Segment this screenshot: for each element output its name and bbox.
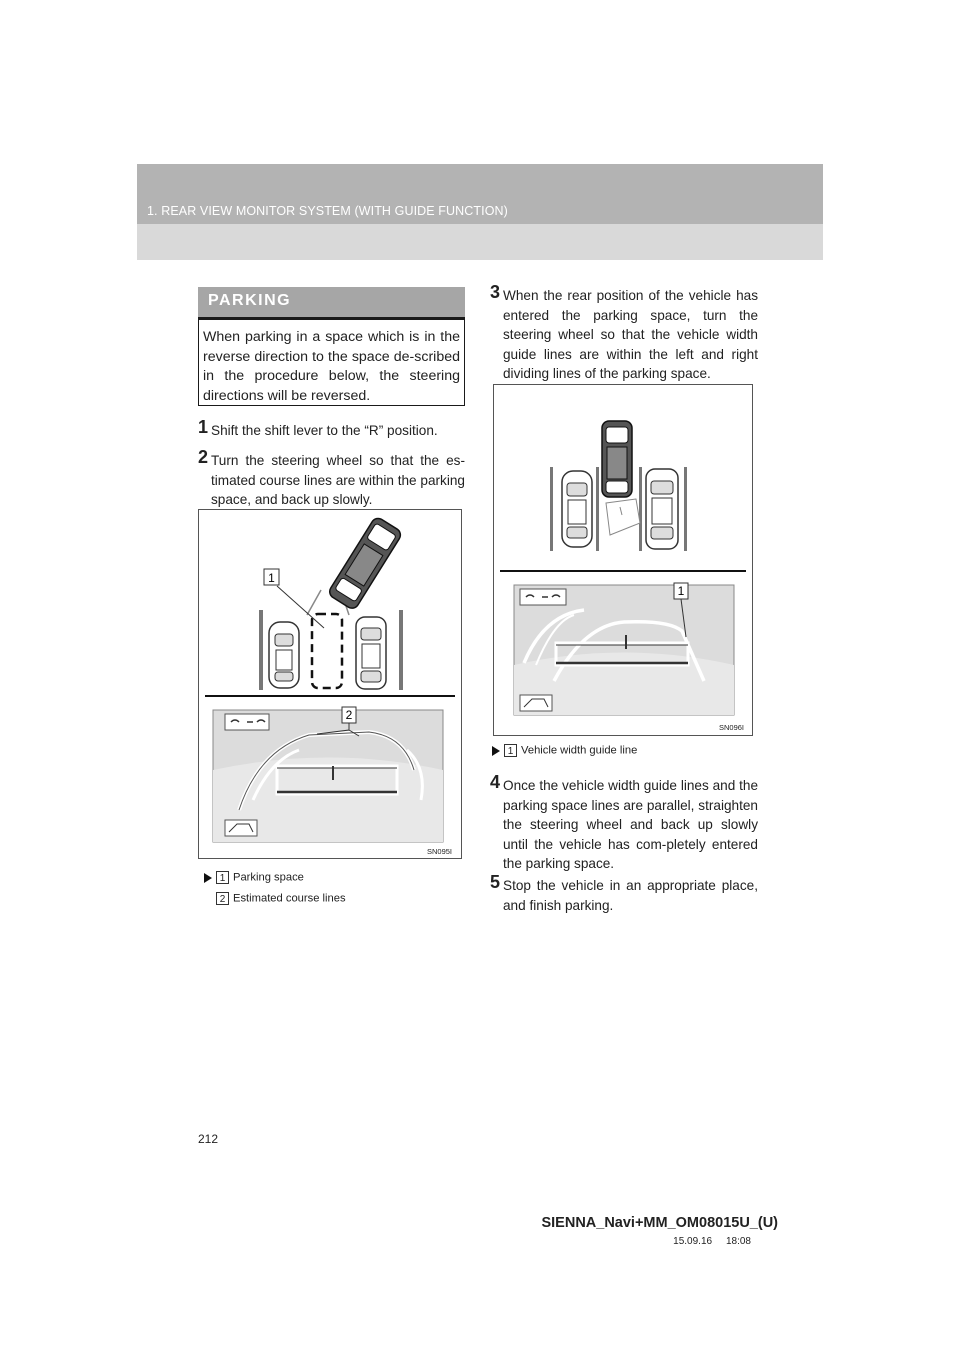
parking-guide-icon xyxy=(225,820,257,836)
document-id: SIENNA_Navi+MM_OM08015U_(U) xyxy=(541,1215,778,1231)
parked-car-left-icon xyxy=(269,622,299,688)
page-header xyxy=(137,164,823,260)
step-3 xyxy=(490,282,758,384)
legend-number: 1 xyxy=(504,744,517,757)
figure-parking-space xyxy=(198,509,462,859)
camera-screen-view xyxy=(213,707,443,842)
step-text: Stop the vehicle in an appropriate place, and finish parking. xyxy=(503,878,758,913)
figure1-legend-1 xyxy=(204,871,304,884)
step-5 xyxy=(490,872,758,915)
parking-section-box xyxy=(198,287,465,409)
parked-car-right-icon xyxy=(646,469,678,549)
step-text: Turn the steering wheel so that the es-timated course lines are within the parking space, and back up slowly. xyxy=(211,453,465,507)
step-number: 3 xyxy=(490,282,501,302)
step-2 xyxy=(198,447,465,510)
reversing-vehicle-icon xyxy=(602,421,632,497)
lane-line-left xyxy=(259,610,263,690)
step-4 xyxy=(490,772,758,874)
legend-label: Parking space xyxy=(233,871,304,884)
parking-title-bar xyxy=(198,287,465,320)
bullet-triangle-icon xyxy=(204,873,212,883)
camera-screen-view xyxy=(514,583,734,715)
step-text: When the rear position of the vehicle has entered the parking space, turn the steering wheel so that the vehicle width guide lines are within the left and right dividing lines of the parking space. xyxy=(503,288,758,381)
parking-illustration-2 xyxy=(494,385,752,735)
section-title: 1. REAR VIEW MONITOR SYSTEM (WITH GUIDE FUNCTION) xyxy=(147,204,508,218)
step-number: 4 xyxy=(490,772,501,792)
legend-label: Estimated course lines xyxy=(233,892,346,905)
figure1-legend-2 xyxy=(216,892,346,905)
figure-code: SN095I xyxy=(427,847,453,856)
legend-number: 2 xyxy=(216,892,229,905)
step-number: 5 xyxy=(490,872,501,892)
bullet-triangle-icon xyxy=(492,746,500,756)
parked-car-left-icon xyxy=(562,471,592,547)
parked-car-right-icon xyxy=(356,617,386,689)
legend-number: 1 xyxy=(216,871,229,884)
parking-illustration xyxy=(199,510,461,858)
callout-1-label: 1 xyxy=(268,571,275,585)
legend-label: Vehicle width guide line xyxy=(521,744,638,757)
page-number: 212 xyxy=(198,1132,219,1146)
callout-1-label: 1 xyxy=(677,584,685,598)
parking-note: When parking in a space which is in the reverse direction to the space de-scribed in the procedure below, the steering directions will be reversed. xyxy=(198,320,465,406)
lane-line-right xyxy=(399,610,403,690)
callout-2-label: 2 xyxy=(345,708,353,722)
parking-guide-icon xyxy=(520,695,552,711)
figure-code: SN096I xyxy=(719,723,745,732)
parking-title: PARKING xyxy=(208,292,292,309)
figure2-legend-1 xyxy=(492,744,637,757)
step-1 xyxy=(198,417,465,441)
reversing-vehicle-icon xyxy=(327,516,403,611)
step-text: Once the vehicle width guide lines and the parking space lines are parallel, straighten the steering wheel and back up slowly until the vehicle has com-pletely entered the parking space. xyxy=(503,778,758,871)
print-timestamp: 15.09.16 18:08 xyxy=(673,1236,751,1247)
step-number: 2 xyxy=(198,447,209,467)
figure-width-guide xyxy=(493,384,753,736)
header-top-band xyxy=(137,164,823,224)
step-number: 1 xyxy=(198,417,209,437)
parking-space-outline xyxy=(312,614,342,688)
step-text: Shift the shift lever to the “R” position. xyxy=(211,423,438,438)
